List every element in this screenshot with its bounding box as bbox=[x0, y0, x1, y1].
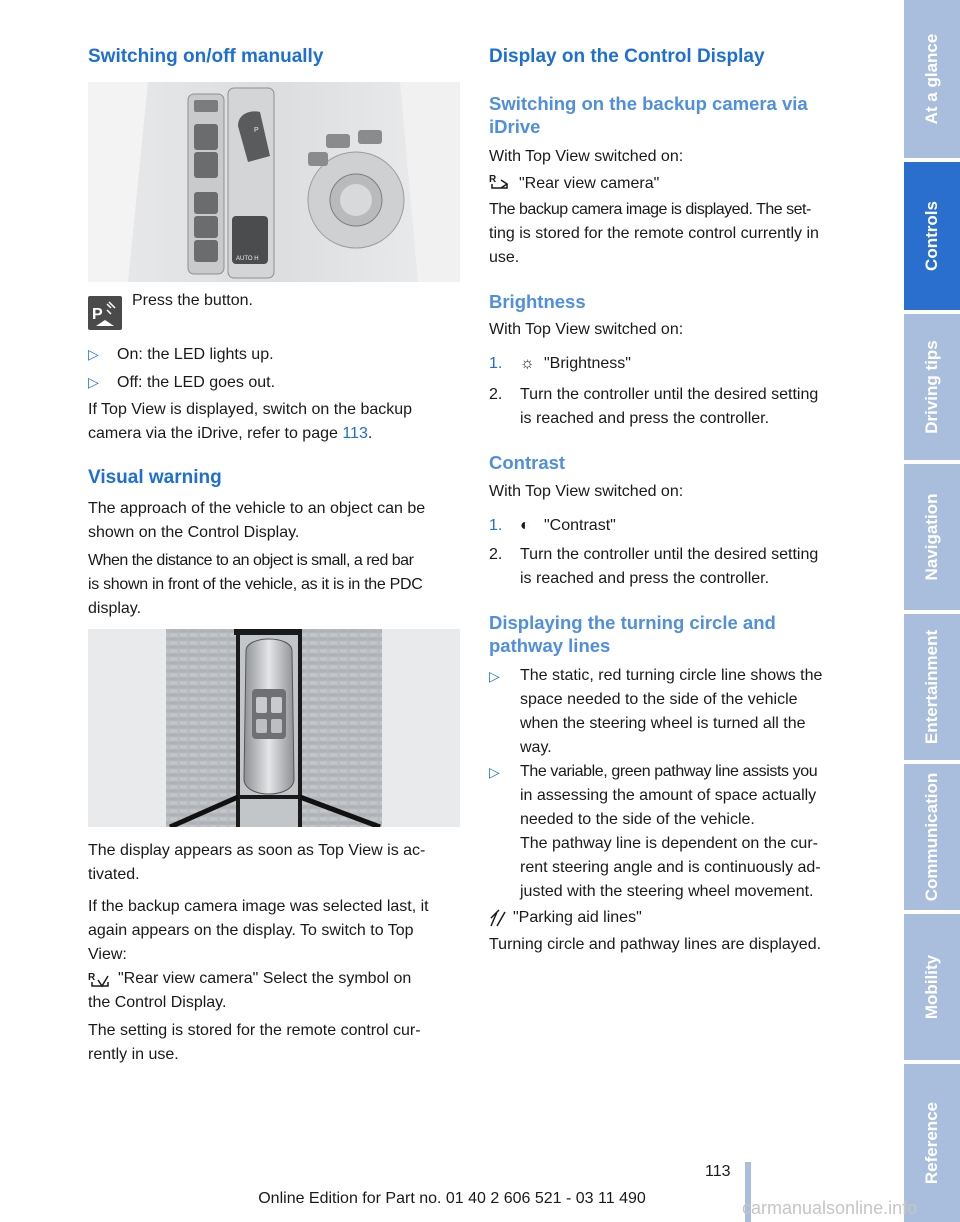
heading-switch-camera-2: iDrive bbox=[489, 116, 541, 137]
parking-aid-lines-text: "Parking aid lines" bbox=[513, 909, 642, 926]
heading-visual-warning: Visual warning bbox=[88, 467, 222, 488]
svg-text:P: P bbox=[92, 306, 103, 323]
heading-switch-camera-1: Switching on the backup camera via bbox=[489, 93, 808, 114]
bullet-on: ▷ On: the LED lights up. bbox=[88, 342, 274, 367]
contrast-step-2-l1: Turn the controller until the desired setting bbox=[520, 546, 819, 563]
brightness-step-2-l1: Turn the controller until the desired setting bbox=[520, 386, 819, 403]
press-button-text: Press the button. bbox=[132, 292, 253, 309]
page-number: 113 bbox=[705, 1163, 731, 1180]
arrow-bullet-icon: ▷ bbox=[88, 374, 99, 390]
arrow-bullet-icon: ▷ bbox=[489, 668, 500, 684]
contrast-step-1: 1. ◐ "Contrast" bbox=[489, 514, 616, 538]
tab-driving-tips[interactable]: Driving tips bbox=[904, 314, 960, 460]
brightness-step-2-l2: is reached and press the controller. bbox=[520, 410, 770, 427]
turning-bullet-2-l2: in assessing the amount of space actually bbox=[520, 787, 817, 804]
tab-at-a-glance[interactable]: At a glance bbox=[904, 0, 960, 158]
vw-line-5: display. bbox=[88, 600, 142, 617]
tab-entertainment[interactable]: Entertainment bbox=[904, 614, 960, 760]
contrast-step-2-num: 2. bbox=[489, 546, 503, 563]
footer-edition: Online Edition for Part no. 01 40 2 606 521 - 03 11 490 bbox=[258, 1190, 646, 1207]
vw-line-1: The approach of the vehicle to an object can be bbox=[88, 500, 426, 517]
arrow-bullet-icon: ▷ bbox=[489, 764, 500, 780]
turning-bullet-2-l1: The variable, green pathway line assists you bbox=[520, 763, 818, 780]
console-buttons-photo bbox=[88, 82, 460, 282]
chapter-sidebar bbox=[904, 0, 960, 1222]
image-line-1: The backup camera image is displayed. The set- bbox=[489, 201, 811, 218]
with-topview-3: With Top View switched on: bbox=[489, 483, 684, 500]
image-line-3: use. bbox=[489, 249, 520, 266]
svg-text:R: R bbox=[88, 972, 96, 983]
rear-view-camera-text: "Rear view camera" bbox=[519, 175, 660, 192]
turning-bullet-2-l3: needed to the side of the vehicle. bbox=[520, 811, 755, 828]
vw-line-3: When the distance to an object is small, a red bar bbox=[88, 552, 414, 569]
rear-view-line-2: the Control Display. bbox=[88, 994, 227, 1011]
tab-reference[interactable]: Reference bbox=[904, 1064, 960, 1222]
last-line-3: View: bbox=[88, 946, 127, 963]
rear-camera-icon bbox=[88, 970, 112, 990]
auto-h-label: AUTO H bbox=[236, 256, 259, 262]
brightness-step-2-num: 2. bbox=[489, 386, 503, 403]
top-view-display-image bbox=[88, 629, 460, 827]
display-line-1: The display appears as soon as Top View is ac- bbox=[88, 842, 426, 859]
heading-turning-circle-1: Displaying the turning circle and bbox=[489, 612, 776, 633]
parking-lines-icon bbox=[489, 908, 507, 928]
heading-display-control: Display on the Control Display bbox=[489, 46, 765, 67]
svg-text:R: R bbox=[489, 174, 497, 185]
brightness-step-1: 1. ☼ "Brightness" bbox=[489, 352, 631, 376]
tab-controls[interactable]: Controls bbox=[904, 162, 960, 310]
topview-line-1: If Top View is displayed, switch on the backup bbox=[88, 401, 413, 418]
image-line-2: ting is stored for the remote control currently in bbox=[489, 225, 819, 242]
tab-mobility[interactable]: Mobility bbox=[904, 914, 960, 1060]
turning-bullet-1-l4: way. bbox=[520, 739, 552, 756]
last-line-2: again appears on the display. To switch to Top bbox=[88, 922, 414, 939]
bullet-off: ▷ Off: the LED goes out. bbox=[88, 370, 275, 395]
turning-bullet-1-l3: when the steering wheel is turned all the bbox=[520, 715, 806, 732]
heading-turning-circle-2: pathway lines bbox=[489, 635, 611, 656]
brightness-icon: ☼ bbox=[520, 355, 535, 372]
heading-brightness: Brightness bbox=[489, 291, 586, 312]
rear-view-line-1: "Rear view camera" Select the symbol on bbox=[118, 970, 412, 987]
gear-p-label: P bbox=[254, 127, 259, 134]
turning-bullet-1-l1: The static, red turning circle line shows the bbox=[520, 667, 823, 684]
page-link-113[interactable]: 113 bbox=[342, 425, 368, 442]
stored-line-2: rently in use. bbox=[88, 1046, 179, 1063]
topview-line-2: camera via the iDrive, refer to page 113. bbox=[88, 425, 373, 442]
last-line-1: If the backup camera image was selected last, it bbox=[88, 898, 429, 915]
rear-camera-icon bbox=[489, 172, 511, 192]
turning-bullet-2-l4: The pathway line is dependent on the cur- bbox=[520, 835, 818, 852]
turning-bullet-1-l2: space needed to the side of the vehicle bbox=[520, 691, 798, 708]
stored-line-1: The setting is stored for the remote control cur- bbox=[88, 1022, 421, 1039]
contrast-step-2-l2: is reached and press the controller. bbox=[520, 570, 770, 587]
with-topview-1: With Top View switched on: bbox=[489, 148, 684, 165]
contrast-icon: ◐ bbox=[520, 517, 530, 534]
heading-switching-manually: Switching on/off manually bbox=[88, 46, 324, 67]
vw-line-4: is shown in front of the vehicle, as it is in the PDC bbox=[88, 576, 423, 593]
heading-contrast: Contrast bbox=[489, 452, 566, 473]
turning-final-text: Turning circle and pathway lines are displayed. bbox=[489, 936, 822, 953]
turning-bullet-2-l5: rent steering angle and is continuously ad- bbox=[520, 859, 821, 876]
tab-navigation[interactable]: Navigation bbox=[904, 464, 960, 610]
vw-line-2: shown on the Control Display. bbox=[88, 524, 300, 541]
turning-bullet-2-l6: justed with the steering wheel movement. bbox=[520, 883, 814, 900]
watermark: carmanualsonline.info bbox=[742, 1198, 918, 1218]
tab-communication[interactable]: Communication bbox=[904, 764, 960, 910]
arrow-bullet-icon: ▷ bbox=[88, 346, 99, 362]
pdc-button-icon bbox=[88, 296, 122, 330]
with-topview-2: With Top View switched on: bbox=[489, 321, 684, 338]
display-line-2: tivated. bbox=[88, 866, 140, 883]
